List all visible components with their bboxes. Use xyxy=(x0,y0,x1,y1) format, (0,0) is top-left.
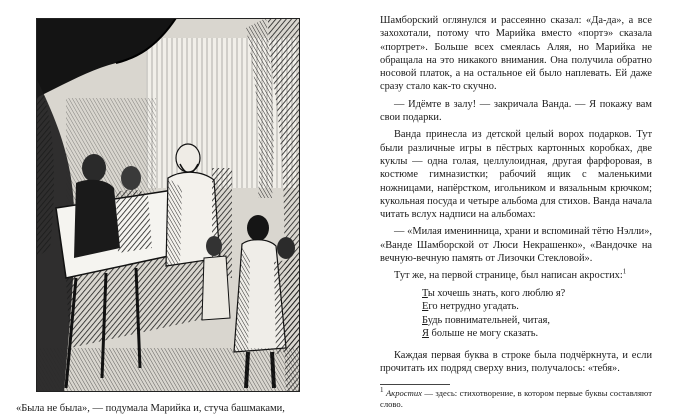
paragraph-with-footnote xyxy=(380,269,652,282)
right-page xyxy=(380,0,680,419)
poem-line xyxy=(422,300,652,314)
poem-line-rest: удь повнимательней, читая, xyxy=(427,314,550,326)
poem-first-letter: Я xyxy=(422,328,429,340)
footnote-marker: 1 xyxy=(380,386,384,395)
poem-line-rest: ы хочешь знать, кого люблю я? xyxy=(427,287,566,299)
paragraph-closing: Каждая первая буква в строке была подчёркнута, и если прочитать их подряд сверху вниз, получалось: «тебя». xyxy=(380,350,652,375)
body-text xyxy=(380,14,652,380)
footnote-term: Акростих xyxy=(385,388,422,398)
poem-line xyxy=(422,327,652,341)
paragraph: — Идёмте в залу! — закричала Ванда. — Я покажу вам свои подарки. xyxy=(380,98,652,124)
illustration-drawing xyxy=(36,18,300,392)
footnote-ref: 1 xyxy=(622,267,627,276)
poem-first-letter: Б xyxy=(422,314,428,326)
paragraph-text: Тут же, на первой странице, был написан акростих: xyxy=(394,270,623,282)
paragraph: — «Милая именинница, храни и вспоминай тётю Нэлли», «Ванде Шамборской от Люси Некрашенко», «Вандочке на вечную-вечную память от Лизочки Стекловой». xyxy=(380,226,652,265)
paragraph: Ванда принесла из детской целый ворох подарков. Тут были различные игры в пёстрых картонных коробках, две куклы — одна голая, целлулоидная, другая фарфоровая, в костюме гимназистки; рабочий ящик с маленькими ножницами, напёрстком, игольником и вязальным крючком; кукольная посуда и четыре альбома для стихов. Ванда начала читать вслух надписи на альбомах: xyxy=(380,129,652,221)
illustration-caption: «Была не была», — подумала Марийка и, стуча башмаками, xyxy=(16,403,285,414)
poem-first-letter: Т xyxy=(422,287,428,299)
poem-line-rest: го нетрудно угадать. xyxy=(428,301,519,313)
illustration-party-scene xyxy=(36,18,300,392)
paragraph: Шамборский оглянулся и рассеянно сказал: «Да-да», а все захохотали, потому что Марийка вместо «портэ» сказала «портрет». Больше всех смеялась Аляя, но Марийка не обращала на это никакого внимания. Она получила обратно носовой платок, а на остальное ей было наплевать. Ей даже сразу стало как-то скучно. xyxy=(380,15,652,93)
footnote xyxy=(380,388,652,409)
poem-first-letter: Е xyxy=(422,301,429,313)
acrostic-poem xyxy=(422,287,652,341)
poem-line xyxy=(422,287,652,301)
poem-line-rest: больше не могу сказать. xyxy=(428,328,539,340)
poem-line xyxy=(422,314,652,328)
footnote-divider xyxy=(380,384,450,385)
footnote-text: — здесь: стихотворение, в котором первые буквы составляют слово. xyxy=(380,388,652,409)
left-page xyxy=(0,0,340,419)
